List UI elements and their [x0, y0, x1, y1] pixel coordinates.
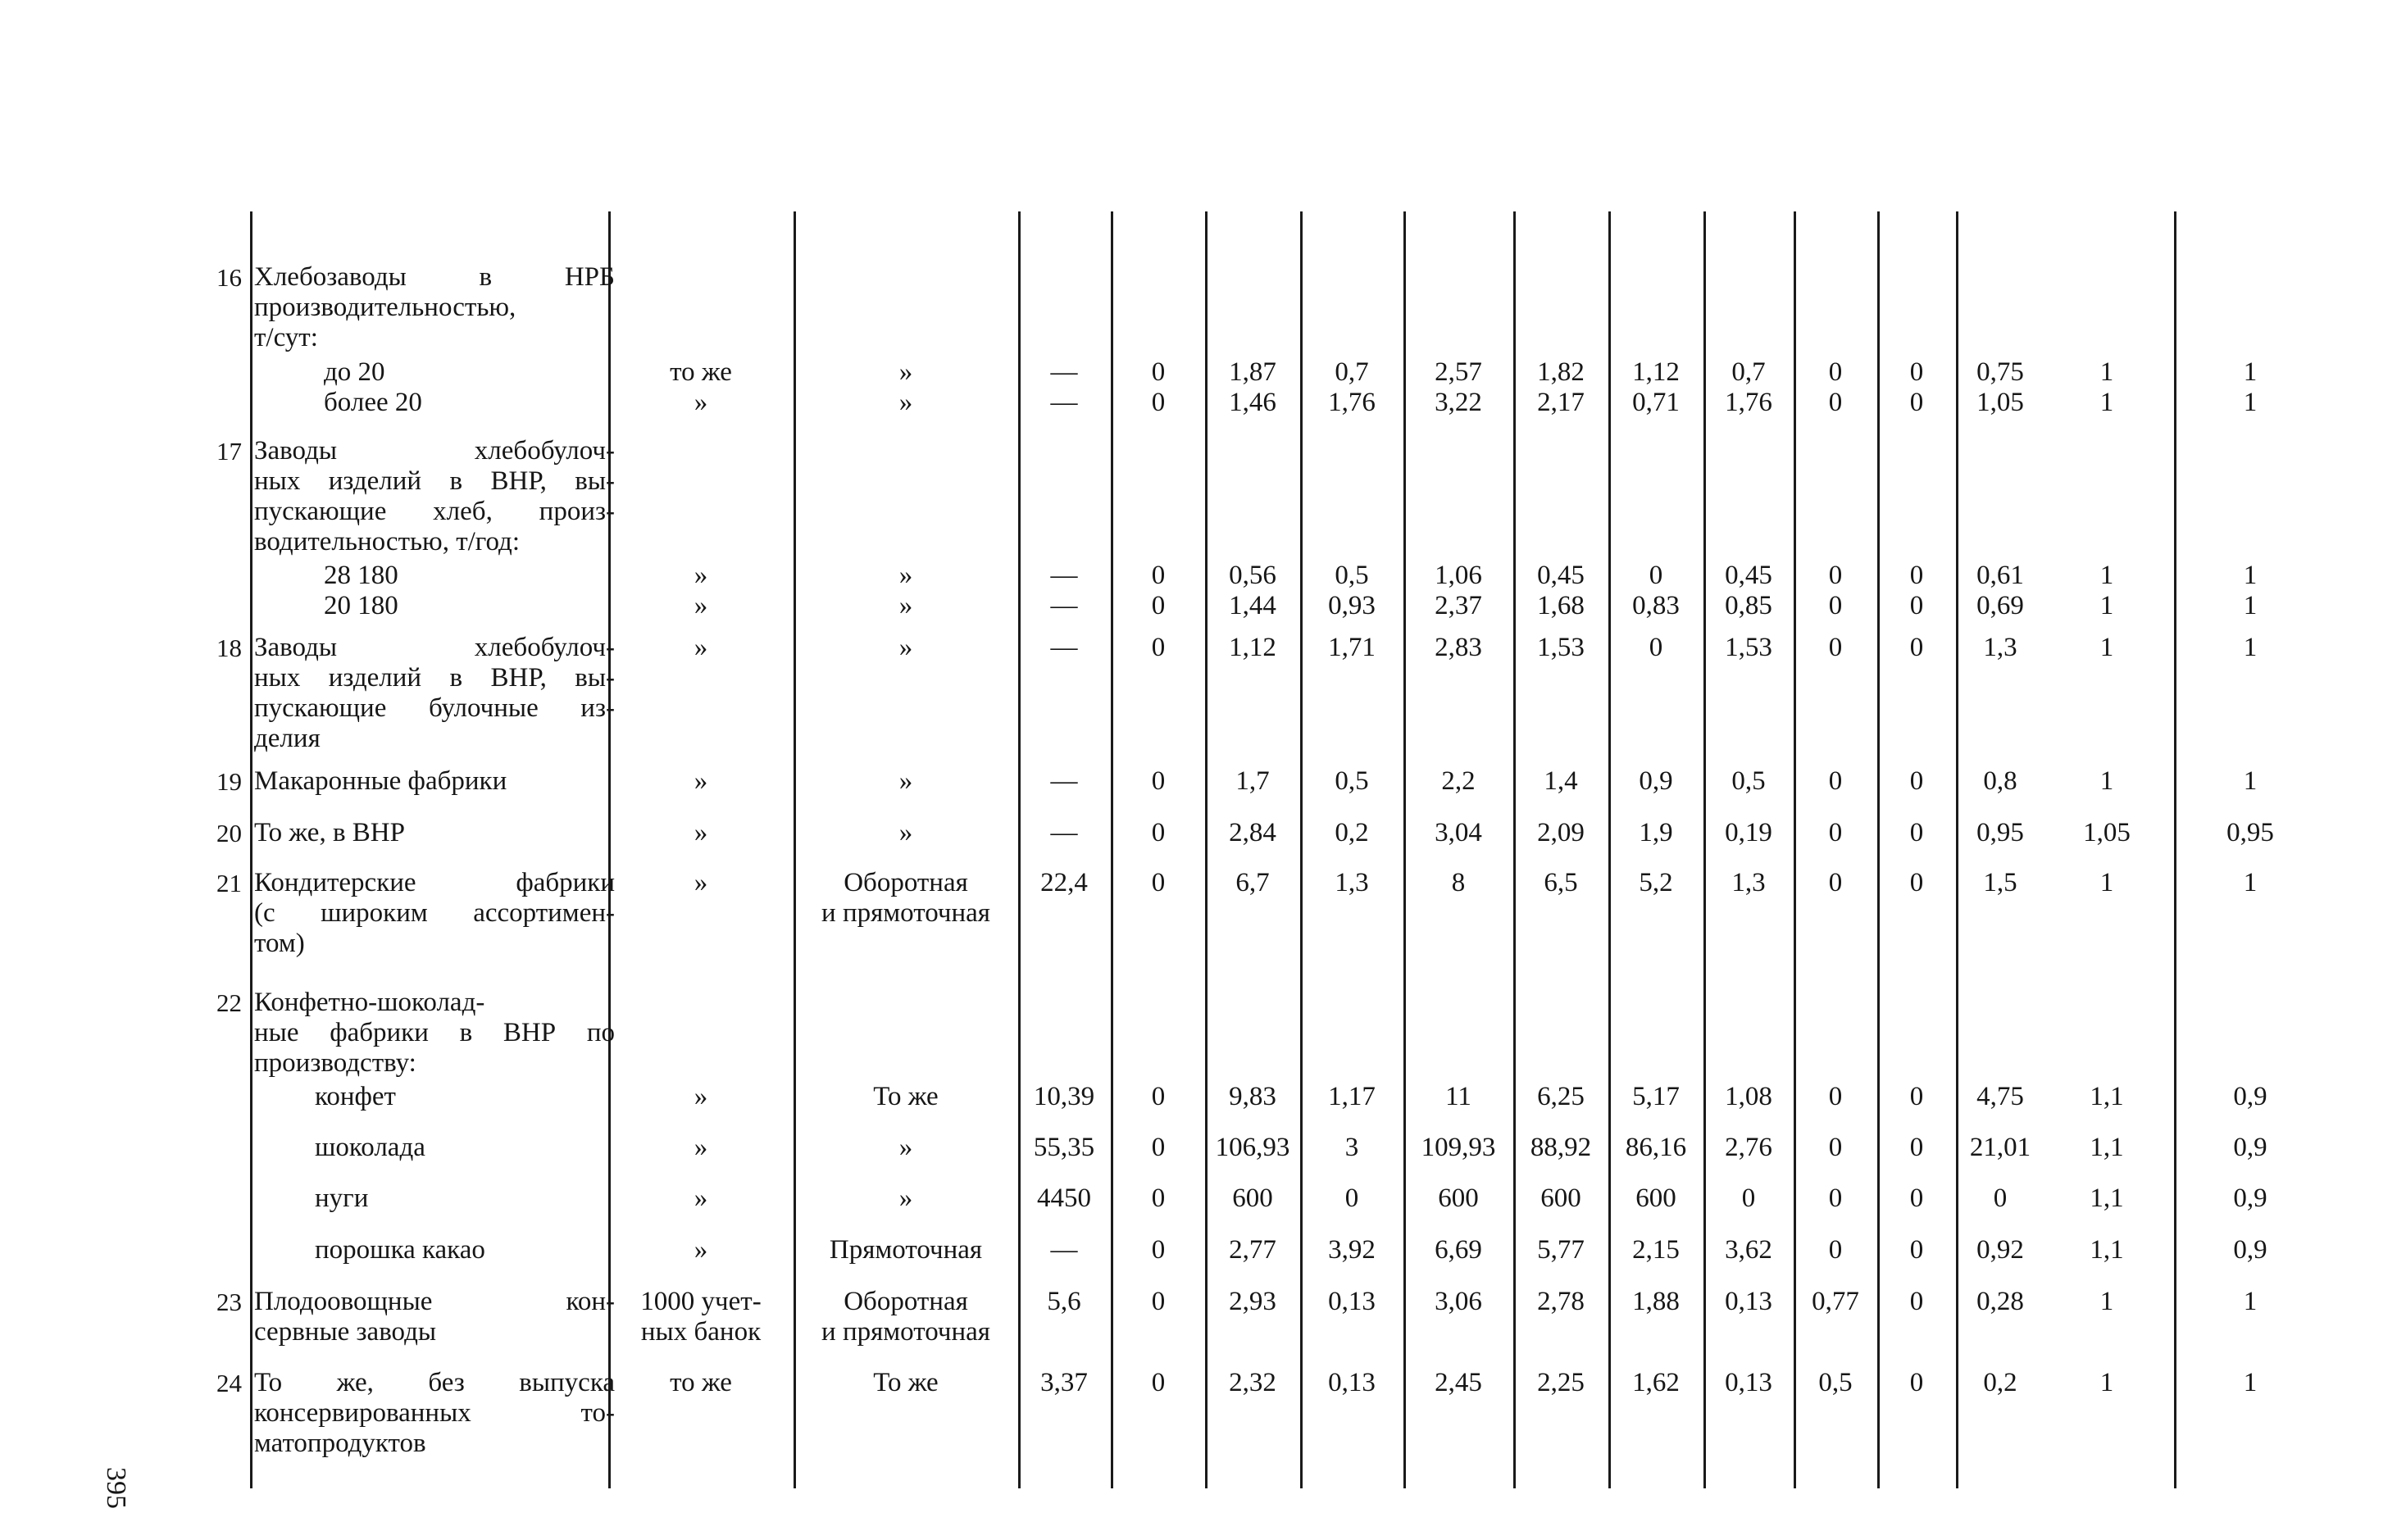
- row-description: [254, 1287, 615, 1347]
- value-cell: 1: [2099, 388, 2114, 417]
- value-cell: 0,71: [1632, 388, 1680, 417]
- value-cell: 0,9: [1639, 766, 1673, 796]
- value-cell: 1,1: [2090, 1235, 2124, 1265]
- value-cell: 1,1: [2090, 1133, 2124, 1162]
- description-line: Кондитерские фабрики: [254, 868, 615, 897]
- unit-cell: 1000 учет-: [640, 1287, 762, 1316]
- row-description: [254, 262, 615, 353]
- value-cell: 0: [1909, 357, 1924, 387]
- description-line: То же, в ВНР: [254, 818, 405, 847]
- value-cell: 0: [1151, 633, 1166, 662]
- value-cell: 1,3: [1335, 868, 1369, 897]
- description-line: ных изделий в ВНР, вы-: [254, 466, 615, 496]
- unit-cell: »: [694, 591, 708, 620]
- type-cell: »: [898, 766, 913, 796]
- row-number: 22: [216, 988, 242, 1017]
- column-rule: [250, 211, 252, 1488]
- value-cell: 0,28: [1976, 1287, 2024, 1316]
- value-cell: 0: [1828, 1235, 1843, 1265]
- value-cell: 2,32: [1229, 1368, 1276, 1397]
- unit-cell: »: [694, 818, 708, 847]
- row-number: 16: [216, 263, 242, 292]
- value-cell: 0: [1151, 1287, 1166, 1316]
- row-number: 21: [216, 869, 242, 897]
- value-cell: 0,69: [1976, 591, 2024, 620]
- type-cell: »: [898, 388, 913, 417]
- row-number: 24: [216, 1369, 242, 1397]
- value-cell: 0: [1649, 633, 1663, 662]
- value-cell: 0: [1909, 868, 1924, 897]
- value-cell: 0: [1828, 561, 1843, 590]
- value-cell: 3,92: [1328, 1235, 1376, 1265]
- row-number: 23: [216, 1288, 242, 1316]
- row-subitem: более 20: [324, 388, 422, 417]
- value-cell: 1,5: [1983, 868, 2017, 897]
- value-cell: 11: [1445, 1082, 1471, 1111]
- value-cell: 1: [2243, 1287, 2258, 1316]
- unit-cell: »: [694, 1133, 708, 1162]
- description-line: пускающие булочные из-: [254, 693, 615, 723]
- description-line: т/сут:: [254, 323, 318, 352]
- unit-cell: »: [694, 868, 708, 897]
- value-cell: 1,88: [1632, 1287, 1680, 1316]
- value-cell: 2,84: [1229, 818, 1276, 847]
- value-cell: 0,2: [1983, 1368, 2017, 1397]
- value-cell: 2,2: [1441, 766, 1476, 796]
- value-cell: 0: [1909, 1183, 1924, 1213]
- unit-cell: »: [694, 561, 708, 590]
- type-cell: То же: [873, 1368, 939, 1397]
- value-cell: 0: [1151, 1235, 1166, 1265]
- value-cell: 6,7: [1235, 868, 1270, 897]
- value-cell: 0: [1909, 1133, 1924, 1162]
- value-cell: 1: [2243, 1368, 2258, 1397]
- value-cell: 2,15: [1632, 1235, 1680, 1265]
- row-description: [254, 988, 615, 1079]
- unit-cell: то же: [670, 1368, 732, 1397]
- value-cell: 0: [1151, 388, 1166, 417]
- value-cell: 1: [2243, 388, 2258, 417]
- description-line: Заводы хлебобулоч-: [254, 436, 615, 466]
- row-subitem: 28 180: [324, 561, 398, 590]
- type-cell: »: [898, 357, 913, 387]
- value-cell: 0,5: [1818, 1368, 1853, 1397]
- value-cell: —: [1050, 1235, 1078, 1265]
- value-cell: 0,92: [1976, 1235, 2024, 1265]
- value-cell: 1,1: [2090, 1082, 2124, 1111]
- value-cell: 0: [1828, 818, 1843, 847]
- value-cell: 5,2: [1639, 868, 1673, 897]
- value-cell: 106,93: [1215, 1133, 1290, 1162]
- value-cell: 2,76: [1725, 1133, 1772, 1162]
- value-cell: 0,75: [1976, 357, 2024, 387]
- value-cell: 2,78: [1537, 1287, 1585, 1316]
- value-cell: 1: [2099, 766, 2114, 796]
- row-description: [254, 766, 615, 797]
- value-cell: 0,9: [2233, 1133, 2267, 1162]
- value-cell: 1,06: [1435, 561, 1482, 590]
- value-cell: 2,57: [1435, 357, 1482, 387]
- value-cell: 1,44: [1229, 591, 1276, 620]
- value-cell: 1: [2099, 633, 2114, 662]
- description-line: (с широким ассортимен-: [254, 898, 615, 928]
- description-line: производству:: [254, 1048, 416, 1078]
- value-cell: 0: [1151, 1368, 1166, 1397]
- value-cell: 88,92: [1530, 1133, 1592, 1162]
- value-cell: 0,95: [1976, 818, 2024, 847]
- description-line: матопродуктов: [254, 1429, 426, 1458]
- value-cell: 0,85: [1725, 591, 1772, 620]
- row-subitem: конфет: [315, 1082, 396, 1111]
- value-cell: 1,71: [1328, 633, 1376, 662]
- type-cell: То же: [873, 1082, 939, 1111]
- value-cell: 0: [1828, 1133, 1843, 1162]
- value-cell: 0: [1828, 633, 1843, 662]
- value-cell: 2,17: [1537, 388, 1585, 417]
- unit-cell: »: [694, 766, 708, 796]
- value-cell: 1,53: [1725, 633, 1772, 662]
- value-cell: 3,62: [1725, 1235, 1772, 1265]
- value-cell: 0,5: [1731, 766, 1766, 796]
- unit-cell: »: [694, 1082, 708, 1111]
- value-cell: 0,93: [1328, 591, 1376, 620]
- value-cell: 0,13: [1725, 1287, 1772, 1316]
- value-cell: 0: [1909, 1082, 1924, 1111]
- value-cell: 1: [2099, 1368, 2114, 1397]
- value-cell: 0: [1909, 766, 1924, 796]
- unit-cell: ных банок: [640, 1317, 762, 1347]
- value-cell: 0,13: [1328, 1368, 1376, 1397]
- description-line: ные фабрики в ВНР по: [254, 1018, 615, 1047]
- type-cell: Оборотная: [844, 868, 968, 897]
- page-number: 395: [101, 1467, 131, 1509]
- value-cell: 0,9: [2233, 1235, 2267, 1265]
- value-cell: 0,7: [1731, 357, 1766, 387]
- description-line: пускающие хлеб, произ-: [254, 497, 615, 526]
- value-cell: 0: [1151, 357, 1166, 387]
- value-cell: 1,05: [1976, 388, 2024, 417]
- type-cell: »: [898, 1133, 913, 1162]
- value-cell: 0: [1909, 1368, 1924, 1397]
- value-cell: 1,17: [1328, 1082, 1376, 1111]
- value-cell: 0: [1909, 561, 1924, 590]
- value-cell: 1,3: [1983, 633, 2017, 662]
- value-cell: 0,13: [1725, 1368, 1772, 1397]
- value-cell: 21,01: [1969, 1133, 2031, 1162]
- value-cell: 8: [1451, 868, 1466, 897]
- value-cell: 0,13: [1328, 1287, 1376, 1316]
- unit-cell: »: [694, 388, 708, 417]
- row-description: [254, 868, 615, 959]
- value-cell: —: [1050, 561, 1078, 590]
- row-subitem: шоколада: [315, 1133, 425, 1162]
- unit-cell: »: [694, 1183, 708, 1213]
- value-cell: 1: [2243, 561, 2258, 590]
- value-cell: 0: [1828, 1183, 1843, 1213]
- value-cell: 0: [1151, 1183, 1166, 1213]
- type-cell: »: [898, 818, 913, 847]
- value-cell: 0,83: [1632, 591, 1680, 620]
- value-cell: 0: [1828, 591, 1843, 620]
- value-cell: 0,2: [1335, 818, 1369, 847]
- value-cell: 0: [1151, 818, 1166, 847]
- description-line: том): [254, 929, 305, 958]
- value-cell: 22,4: [1040, 868, 1088, 897]
- value-cell: 1,05: [2083, 818, 2131, 847]
- value-cell: 2,77: [1229, 1235, 1276, 1265]
- value-cell: 6,25: [1537, 1082, 1585, 1111]
- row-description: [254, 818, 615, 848]
- value-cell: 1,76: [1725, 388, 1772, 417]
- value-cell: 3,22: [1435, 388, 1482, 417]
- value-cell: 6,5: [1544, 868, 1578, 897]
- value-cell: 0: [1151, 1133, 1166, 1162]
- value-cell: 0: [1151, 1082, 1166, 1111]
- value-cell: 2,93: [1229, 1287, 1276, 1316]
- value-cell: 2,25: [1537, 1368, 1585, 1397]
- value-cell: 4450: [1037, 1183, 1091, 1213]
- row-number: 20: [216, 819, 242, 847]
- value-cell: 0: [1741, 1183, 1756, 1213]
- value-cell: 1: [2099, 1287, 2114, 1316]
- row-subitem: 20 180: [324, 591, 398, 620]
- value-cell: 0,5: [1335, 561, 1369, 590]
- unit-cell: »: [694, 1235, 708, 1265]
- type-cell: »: [898, 561, 913, 590]
- row-description: [254, 436, 615, 557]
- description-line: Макаронные фабрики: [254, 766, 507, 796]
- value-cell: 0: [1909, 633, 1924, 662]
- value-cell: 1,53: [1537, 633, 1585, 662]
- description-line: делия: [254, 724, 321, 753]
- value-cell: 0,7: [1335, 357, 1369, 387]
- value-cell: —: [1050, 633, 1078, 662]
- value-cell: 1: [2243, 591, 2258, 620]
- description-line: То же, без выпуска: [254, 1368, 615, 1397]
- value-cell: 3,06: [1435, 1287, 1482, 1316]
- description-line: Плодоовощные кон-: [254, 1287, 615, 1316]
- value-cell: 2,83: [1435, 633, 1482, 662]
- value-cell: —: [1050, 388, 1078, 417]
- row-subitem: нуги: [315, 1183, 369, 1213]
- value-cell: 5,6: [1047, 1287, 1081, 1316]
- type-cell: Прямоточная: [829, 1235, 983, 1265]
- value-cell: 0: [1344, 1183, 1359, 1213]
- value-cell: 1: [2243, 357, 2258, 387]
- value-cell: 9,83: [1229, 1082, 1276, 1111]
- description-line: водительностью, т/год:: [254, 527, 521, 556]
- value-cell: 0,8: [1983, 766, 2017, 796]
- value-cell: 1,12: [1229, 633, 1276, 662]
- description-line: сервные заводы: [254, 1317, 437, 1347]
- value-cell: 0: [1151, 561, 1166, 590]
- value-cell: 5,17: [1632, 1082, 1680, 1111]
- value-cell: 109,93: [1421, 1133, 1496, 1162]
- value-cell: 1,46: [1229, 388, 1276, 417]
- value-cell: 0,45: [1725, 561, 1772, 590]
- value-cell: 1: [2099, 357, 2114, 387]
- value-cell: 1,3: [1731, 868, 1766, 897]
- row-subitem: порошка какао: [315, 1235, 485, 1265]
- value-cell: 0: [1151, 766, 1166, 796]
- value-cell: 0: [1828, 868, 1843, 897]
- value-cell: 5,77: [1537, 1235, 1585, 1265]
- value-cell: —: [1050, 766, 1078, 796]
- type-cell: Оборотная: [844, 1287, 968, 1316]
- value-cell: 0: [1151, 591, 1166, 620]
- value-cell: 600: [1232, 1183, 1273, 1213]
- type-cell: и прямоточная: [821, 898, 990, 928]
- value-cell: 600: [1438, 1183, 1479, 1213]
- value-cell: 1,87: [1229, 357, 1276, 387]
- value-cell: 0,77: [1812, 1287, 1859, 1316]
- value-cell: 6,69: [1435, 1235, 1482, 1265]
- value-cell: 1: [2243, 633, 2258, 662]
- description-line: Хлебозаводы в НРБ: [254, 262, 615, 292]
- description-line: консервированных то-: [254, 1398, 615, 1428]
- column-rule: [2174, 211, 2176, 1488]
- type-cell: »: [898, 1183, 913, 1213]
- description-line: Заводы хлебобулоч-: [254, 633, 615, 662]
- row-subitem: до 20: [324, 357, 385, 387]
- description-line: производительностью,: [254, 293, 516, 322]
- value-cell: 0: [1909, 818, 1924, 847]
- value-cell: 0: [1909, 1235, 1924, 1265]
- value-cell: 0: [1909, 388, 1924, 417]
- value-cell: 0: [1828, 1082, 1843, 1111]
- value-cell: 0: [1649, 561, 1663, 590]
- value-cell: 1: [2243, 868, 2258, 897]
- value-cell: 3,04: [1435, 818, 1482, 847]
- value-cell: 1,82: [1537, 357, 1585, 387]
- value-cell: 0: [1909, 1287, 1924, 1316]
- type-cell: »: [898, 633, 913, 662]
- value-cell: 1,1: [2090, 1183, 2124, 1213]
- value-cell: 0: [1993, 1183, 2008, 1213]
- unit-cell: то же: [670, 357, 732, 387]
- value-cell: 0,61: [1976, 561, 2024, 590]
- value-cell: 0,9: [2233, 1183, 2267, 1213]
- value-cell: 0: [1828, 766, 1843, 796]
- row-description: [254, 633, 615, 754]
- row-number: 19: [216, 767, 242, 796]
- value-cell: 1,68: [1537, 591, 1585, 620]
- value-cell: 3,37: [1040, 1368, 1088, 1397]
- value-cell: 0,56: [1229, 561, 1276, 590]
- value-cell: 1,08: [1725, 1082, 1772, 1111]
- value-cell: 0: [1909, 591, 1924, 620]
- value-cell: 1: [2243, 766, 2258, 796]
- value-cell: 1,7: [1235, 766, 1270, 796]
- value-cell: 600: [1540, 1183, 1581, 1213]
- value-cell: 0: [1151, 868, 1166, 897]
- value-cell: 0,19: [1725, 818, 1772, 847]
- value-cell: 2,37: [1435, 591, 1482, 620]
- value-cell: 1: [2099, 868, 2114, 897]
- value-cell: 55,35: [1033, 1133, 1095, 1162]
- value-cell: 0,9: [2233, 1082, 2267, 1111]
- type-cell: »: [898, 591, 913, 620]
- value-cell: 1: [2099, 561, 2114, 590]
- unit-cell: »: [694, 633, 708, 662]
- value-cell: 4,75: [1976, 1082, 2024, 1111]
- type-cell: и прямоточная: [821, 1317, 990, 1347]
- value-cell: 3: [1344, 1133, 1359, 1162]
- value-cell: 10,39: [1033, 1082, 1095, 1111]
- value-cell: 1,9: [1639, 818, 1673, 847]
- value-cell: 2,45: [1435, 1368, 1482, 1397]
- value-cell: —: [1050, 818, 1078, 847]
- value-cell: 0,95: [2226, 818, 2274, 847]
- value-cell: 0,45: [1537, 561, 1585, 590]
- value-cell: —: [1050, 357, 1078, 387]
- row-number: 18: [216, 634, 242, 662]
- row-description: [254, 1368, 615, 1459]
- value-cell: 0,5: [1335, 766, 1369, 796]
- value-cell: 1,62: [1632, 1368, 1680, 1397]
- value-cell: 1,12: [1632, 357, 1680, 387]
- value-cell: 86,16: [1625, 1133, 1687, 1162]
- value-cell: 600: [1635, 1183, 1676, 1213]
- row-number: 17: [216, 437, 242, 466]
- value-cell: 1,4: [1544, 766, 1578, 796]
- value-cell: 2,09: [1537, 818, 1585, 847]
- value-cell: 0: [1828, 388, 1843, 417]
- value-cell: 0: [1828, 357, 1843, 387]
- value-cell: 1,76: [1328, 388, 1376, 417]
- description-line: Конфетно-шоколад-: [254, 988, 485, 1017]
- value-cell: —: [1050, 591, 1078, 620]
- description-line: ных изделий в ВНР, вы-: [254, 663, 615, 693]
- value-cell: 1: [2099, 591, 2114, 620]
